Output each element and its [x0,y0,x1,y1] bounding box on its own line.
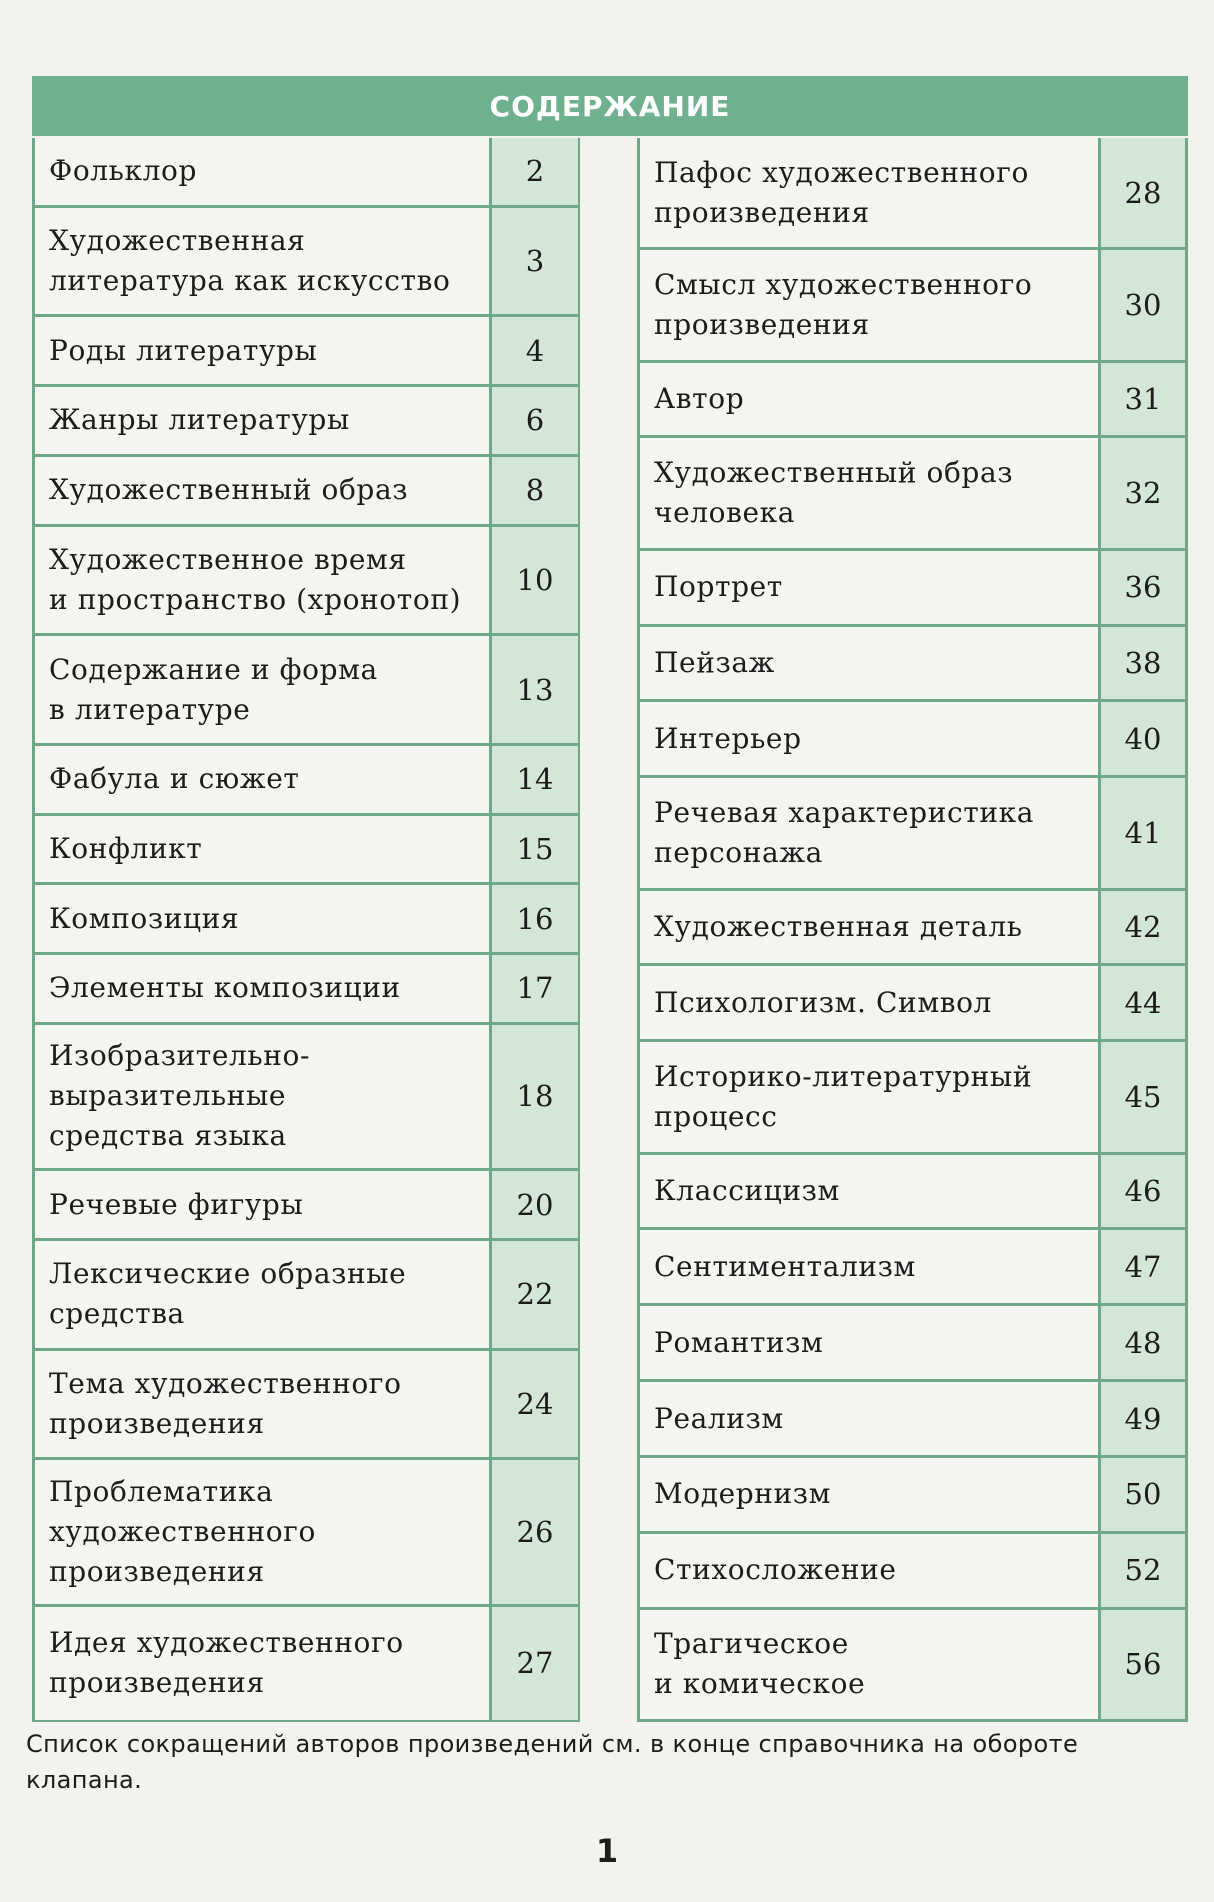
toc-entry[interactable] [640,778,1185,890]
page-number: 1 [595,1832,619,1870]
toc-header [32,76,1188,136]
toc-entry-title: Художественная литература как искусство [35,208,492,315]
toc-entry-title: Классицизм [640,1155,1101,1228]
toc-entry-title: Художественное время и пространство (хронотоп) [35,527,492,634]
toc-entry-title: Речевая характеристика персонажа [640,778,1101,887]
toc-entry-title: Романтизм [640,1306,1101,1379]
toc-entry-page: 31 [1101,363,1185,436]
toc-entry-page: 17 [492,955,578,1022]
toc-entry-title: Речевые фигуры [35,1171,492,1238]
toc-entry-title: Смысл художественного произведения [640,250,1101,359]
toc-entry[interactable] [35,317,578,387]
toc-entry[interactable] [35,527,578,637]
toc-entry[interactable] [640,138,1185,250]
toc-entry-title: Тема художественного произведения [35,1351,492,1458]
toc-entry-page: 44 [1101,966,1185,1039]
toc-entry-page: 27 [492,1607,578,1720]
toc-entry[interactable] [35,208,578,318]
toc-entry-page: 36 [1101,551,1185,624]
toc-entry-page: 13 [492,636,578,743]
toc-entry-title: Пейзаж [640,627,1101,700]
toc-entry[interactable] [640,1382,1185,1458]
toc-entry[interactable] [640,250,1185,362]
toc-entry[interactable] [35,746,578,816]
toc-entry-title: Содержание и форма в литературе [35,636,492,743]
toc-entry-title: Пафос художественного произведения [640,138,1101,247]
toc-entry-title: Сентиментализм [640,1230,1101,1303]
toc-entry-title: Реализм [640,1382,1101,1455]
toc-entry[interactable] [35,1460,578,1606]
toc-entry-page: 38 [1101,627,1185,700]
toc-entry[interactable] [640,438,1185,550]
toc-entry-title: Фольклор [35,138,492,205]
toc-entry[interactable] [35,457,578,527]
toc-entry-page: 56 [1101,1610,1185,1719]
toc-entry-page: 14 [492,746,578,813]
toc-entry[interactable] [640,1155,1185,1231]
toc-entry[interactable] [640,627,1185,703]
toc-entry[interactable] [35,138,578,208]
toc-entry-title: Художественный образ человека [640,438,1101,547]
toc-entry-page: 50 [1101,1458,1185,1531]
toc-entry-title: Роды литературы [35,317,492,384]
toc-entry-page: 22 [492,1241,578,1348]
toc-left-column [32,138,580,1722]
toc-entry-title: Художественная деталь [640,891,1101,964]
toc-entry-page: 42 [1101,891,1185,964]
toc-entry-title: Элементы композиции [35,955,492,1022]
toc-entry[interactable] [640,551,1185,627]
toc-right-column [637,138,1188,1722]
toc-entry-page: 32 [1101,438,1185,547]
toc-entry-page: 2 [492,138,578,205]
toc-entry[interactable] [640,891,1185,967]
toc-entry[interactable] [35,955,578,1025]
toc-entry-title: Изобразительно- выразительные средства языка [35,1025,492,1168]
toc-entry-page: 16 [492,885,578,952]
toc-entry-page: 10 [492,527,578,634]
toc-entry-title: Проблематика художественного произведения [35,1460,492,1603]
toc-entry[interactable] [35,1171,578,1241]
toc-entry-title: Фабула и сюжет [35,746,492,813]
toc-entry-title: Модернизм [640,1458,1101,1531]
toc-entry-page: 28 [1101,138,1185,247]
toc-entry-title: Идея художественного произведения [35,1607,492,1720]
toc-entry-page: 24 [492,1351,578,1458]
toc-entry[interactable] [35,885,578,955]
toc-entry-page: 46 [1101,1155,1185,1228]
toc-entry[interactable] [640,1534,1185,1610]
toc-entry[interactable] [35,816,578,886]
toc-entry-page: 3 [492,208,578,315]
toc-entry[interactable] [35,1025,578,1171]
toc-entry-title: Психологизм. Символ [640,966,1101,1039]
toc-entry-page: 8 [492,457,578,524]
toc-entry[interactable] [35,636,578,746]
table-of-contents [32,76,1188,1722]
toc-entry-page: 30 [1101,250,1185,359]
toc-entry[interactable] [640,1610,1185,1719]
toc-entry-page: 40 [1101,702,1185,775]
toc-entry-page: 18 [492,1025,578,1168]
toc-entry-title: Стихосложение [640,1534,1101,1607]
toc-entry-title: Композиция [35,885,492,952]
toc-entry-page: 47 [1101,1230,1185,1303]
toc-entry[interactable] [35,1351,578,1461]
footnote: Список сокращений авторов произведений см. в конце справочника на обороте клапана. [26,1730,1079,1794]
toc-entry[interactable] [640,1042,1185,1154]
toc-entry[interactable] [640,1458,1185,1534]
toc-entry-title: Конфликт [35,816,492,883]
toc-entry-page: 41 [1101,778,1185,887]
toc-entry-title: Художественный образ [35,457,492,524]
toc-entry-title: Лексические образные средства [35,1241,492,1348]
toc-title: СОДЕРЖАНИЕ [489,89,731,123]
toc-entry-page: 4 [492,317,578,384]
toc-entry-page: 45 [1101,1042,1185,1151]
toc-entry-page: 48 [1101,1306,1185,1379]
toc-entry[interactable] [640,966,1185,1042]
toc-entry-title: Портрет [640,551,1101,624]
toc-entry-title: Трагическое и комическое [640,1610,1101,1719]
toc-entry-title: Интерьер [640,702,1101,775]
toc-entry[interactable] [35,387,578,457]
toc-entry[interactable] [640,702,1185,778]
toc-entry[interactable] [35,1607,578,1720]
toc-entry-page: 52 [1101,1534,1185,1607]
toc-entry[interactable] [640,1306,1185,1382]
toc-entry-page: 49 [1101,1382,1185,1455]
toc-entry[interactable] [640,1230,1185,1306]
toc-entry[interactable] [35,1241,578,1351]
column-gutter [580,138,637,1722]
toc-entry-page: 26 [492,1460,578,1603]
toc-entry-page: 15 [492,816,578,883]
toc-entry-page: 6 [492,387,578,454]
toc-entry[interactable] [640,363,1185,439]
toc-entry-page: 20 [492,1171,578,1238]
toc-entry-title: Историко-литературный процесс [640,1042,1101,1151]
toc-entry-title: Жанры литературы [35,387,492,454]
toc-entry-title: Автор [640,363,1101,436]
